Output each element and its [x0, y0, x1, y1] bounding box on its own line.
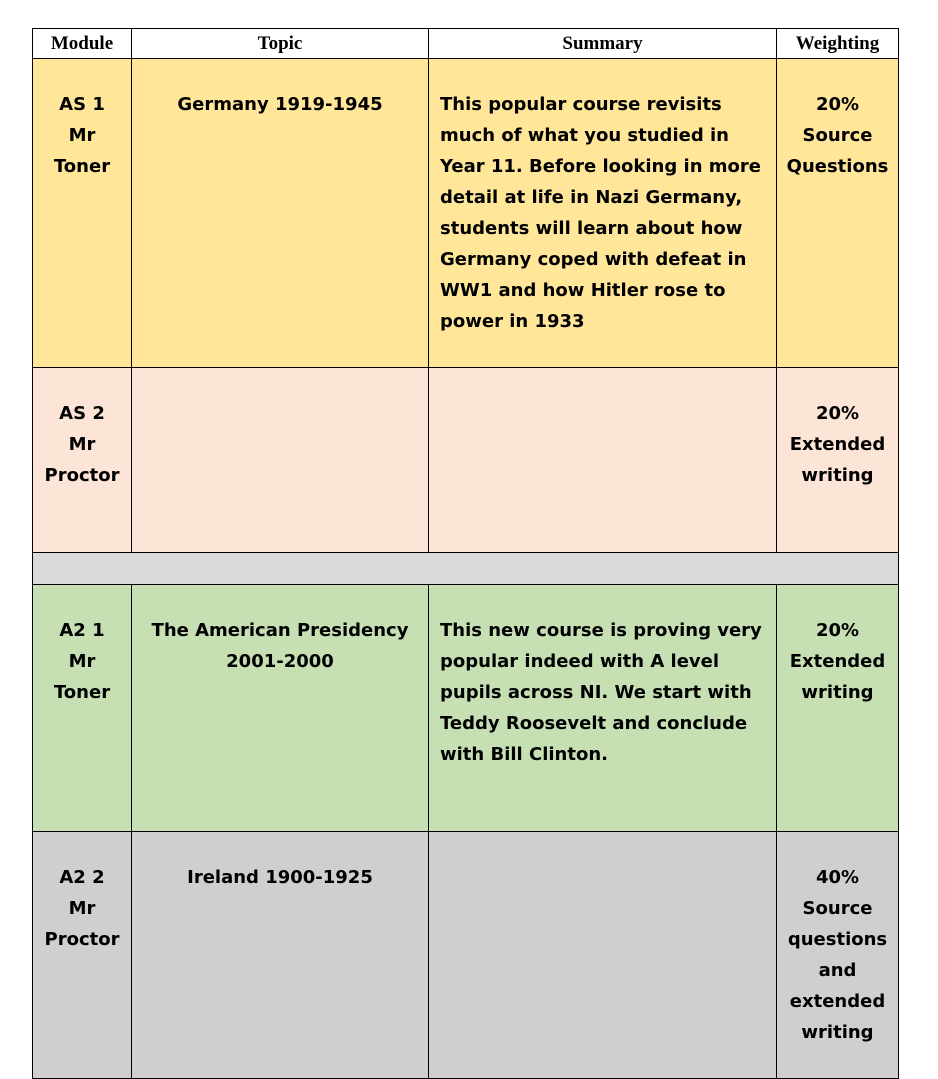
topic-cell: Ireland 1900-1925	[132, 832, 429, 1079]
weighting-line: writing	[801, 465, 874, 486]
topic-cell: Germany 1919-1945	[132, 59, 429, 368]
weighting-line: writing	[801, 1022, 874, 1043]
separator-row	[33, 553, 899, 585]
header-module: Module	[33, 29, 132, 59]
table-header-row	[33, 29, 899, 59]
teacher-name: Toner	[53, 156, 111, 177]
module-code: A2 2	[59, 867, 105, 888]
course-modules-table	[32, 28, 899, 1079]
header-weighting: Weighting	[777, 29, 899, 59]
weighting-cell	[777, 368, 899, 553]
teacher-title: Mr	[68, 125, 96, 146]
weighting-line: Source	[802, 898, 873, 919]
weighting-percent: 40%	[815, 867, 860, 888]
header-summary: Summary	[429, 29, 777, 59]
summary-cell	[429, 368, 777, 553]
weighting-percent: 20%	[815, 620, 860, 641]
module-code: A2 1	[59, 620, 105, 641]
weighting-line: and	[818, 960, 857, 981]
weighting-line: writing	[801, 682, 874, 703]
table-row	[33, 368, 899, 553]
weighting-cell	[777, 59, 899, 368]
teacher-title: Mr	[68, 898, 96, 919]
teacher-title: Mr	[68, 434, 96, 455]
weighting-line: Questions	[786, 156, 889, 177]
topic-cell	[132, 368, 429, 553]
module-code: AS 2	[59, 403, 105, 424]
table-row	[33, 585, 899, 832]
weighting-line: questions	[787, 929, 888, 950]
module-cell	[33, 585, 132, 832]
weighting-line: Extended	[789, 651, 886, 672]
table-row	[33, 832, 899, 1079]
weighting-line: Source	[802, 125, 873, 146]
teacher-name: Proctor	[44, 929, 120, 950]
module-code: AS 1	[59, 94, 105, 115]
header-topic: Topic	[132, 29, 429, 59]
summary-cell	[429, 832, 777, 1079]
teacher-title: Mr	[68, 651, 96, 672]
module-cell	[33, 368, 132, 553]
weighting-line: extended	[789, 991, 886, 1012]
weighting-cell	[777, 832, 899, 1079]
table-row	[33, 59, 899, 368]
module-cell	[33, 832, 132, 1079]
summary-cell: This new course is proving very popular indeed with A level pupils across NI. We start with Teddy Roosevelt and conclude with Bill Clinton.	[429, 585, 777, 832]
summary-cell: This popular course revisits much of what you studied in Year 11. Before looking in more detail at life in Nazi Germany, students will learn about how Germany coped with defeat in WW1 and how Hitler rose to power in 1933	[429, 59, 777, 368]
weighting-percent: 20%	[815, 94, 860, 115]
separator-cell	[33, 553, 899, 585]
teacher-name: Toner	[53, 682, 111, 703]
topic-cell: The American Presidency 2001-2000	[132, 585, 429, 832]
weighting-cell	[777, 585, 899, 832]
module-cell	[33, 59, 132, 368]
teacher-name: Proctor	[44, 465, 120, 486]
weighting-line: Extended	[789, 434, 886, 455]
weighting-percent: 20%	[815, 403, 860, 424]
